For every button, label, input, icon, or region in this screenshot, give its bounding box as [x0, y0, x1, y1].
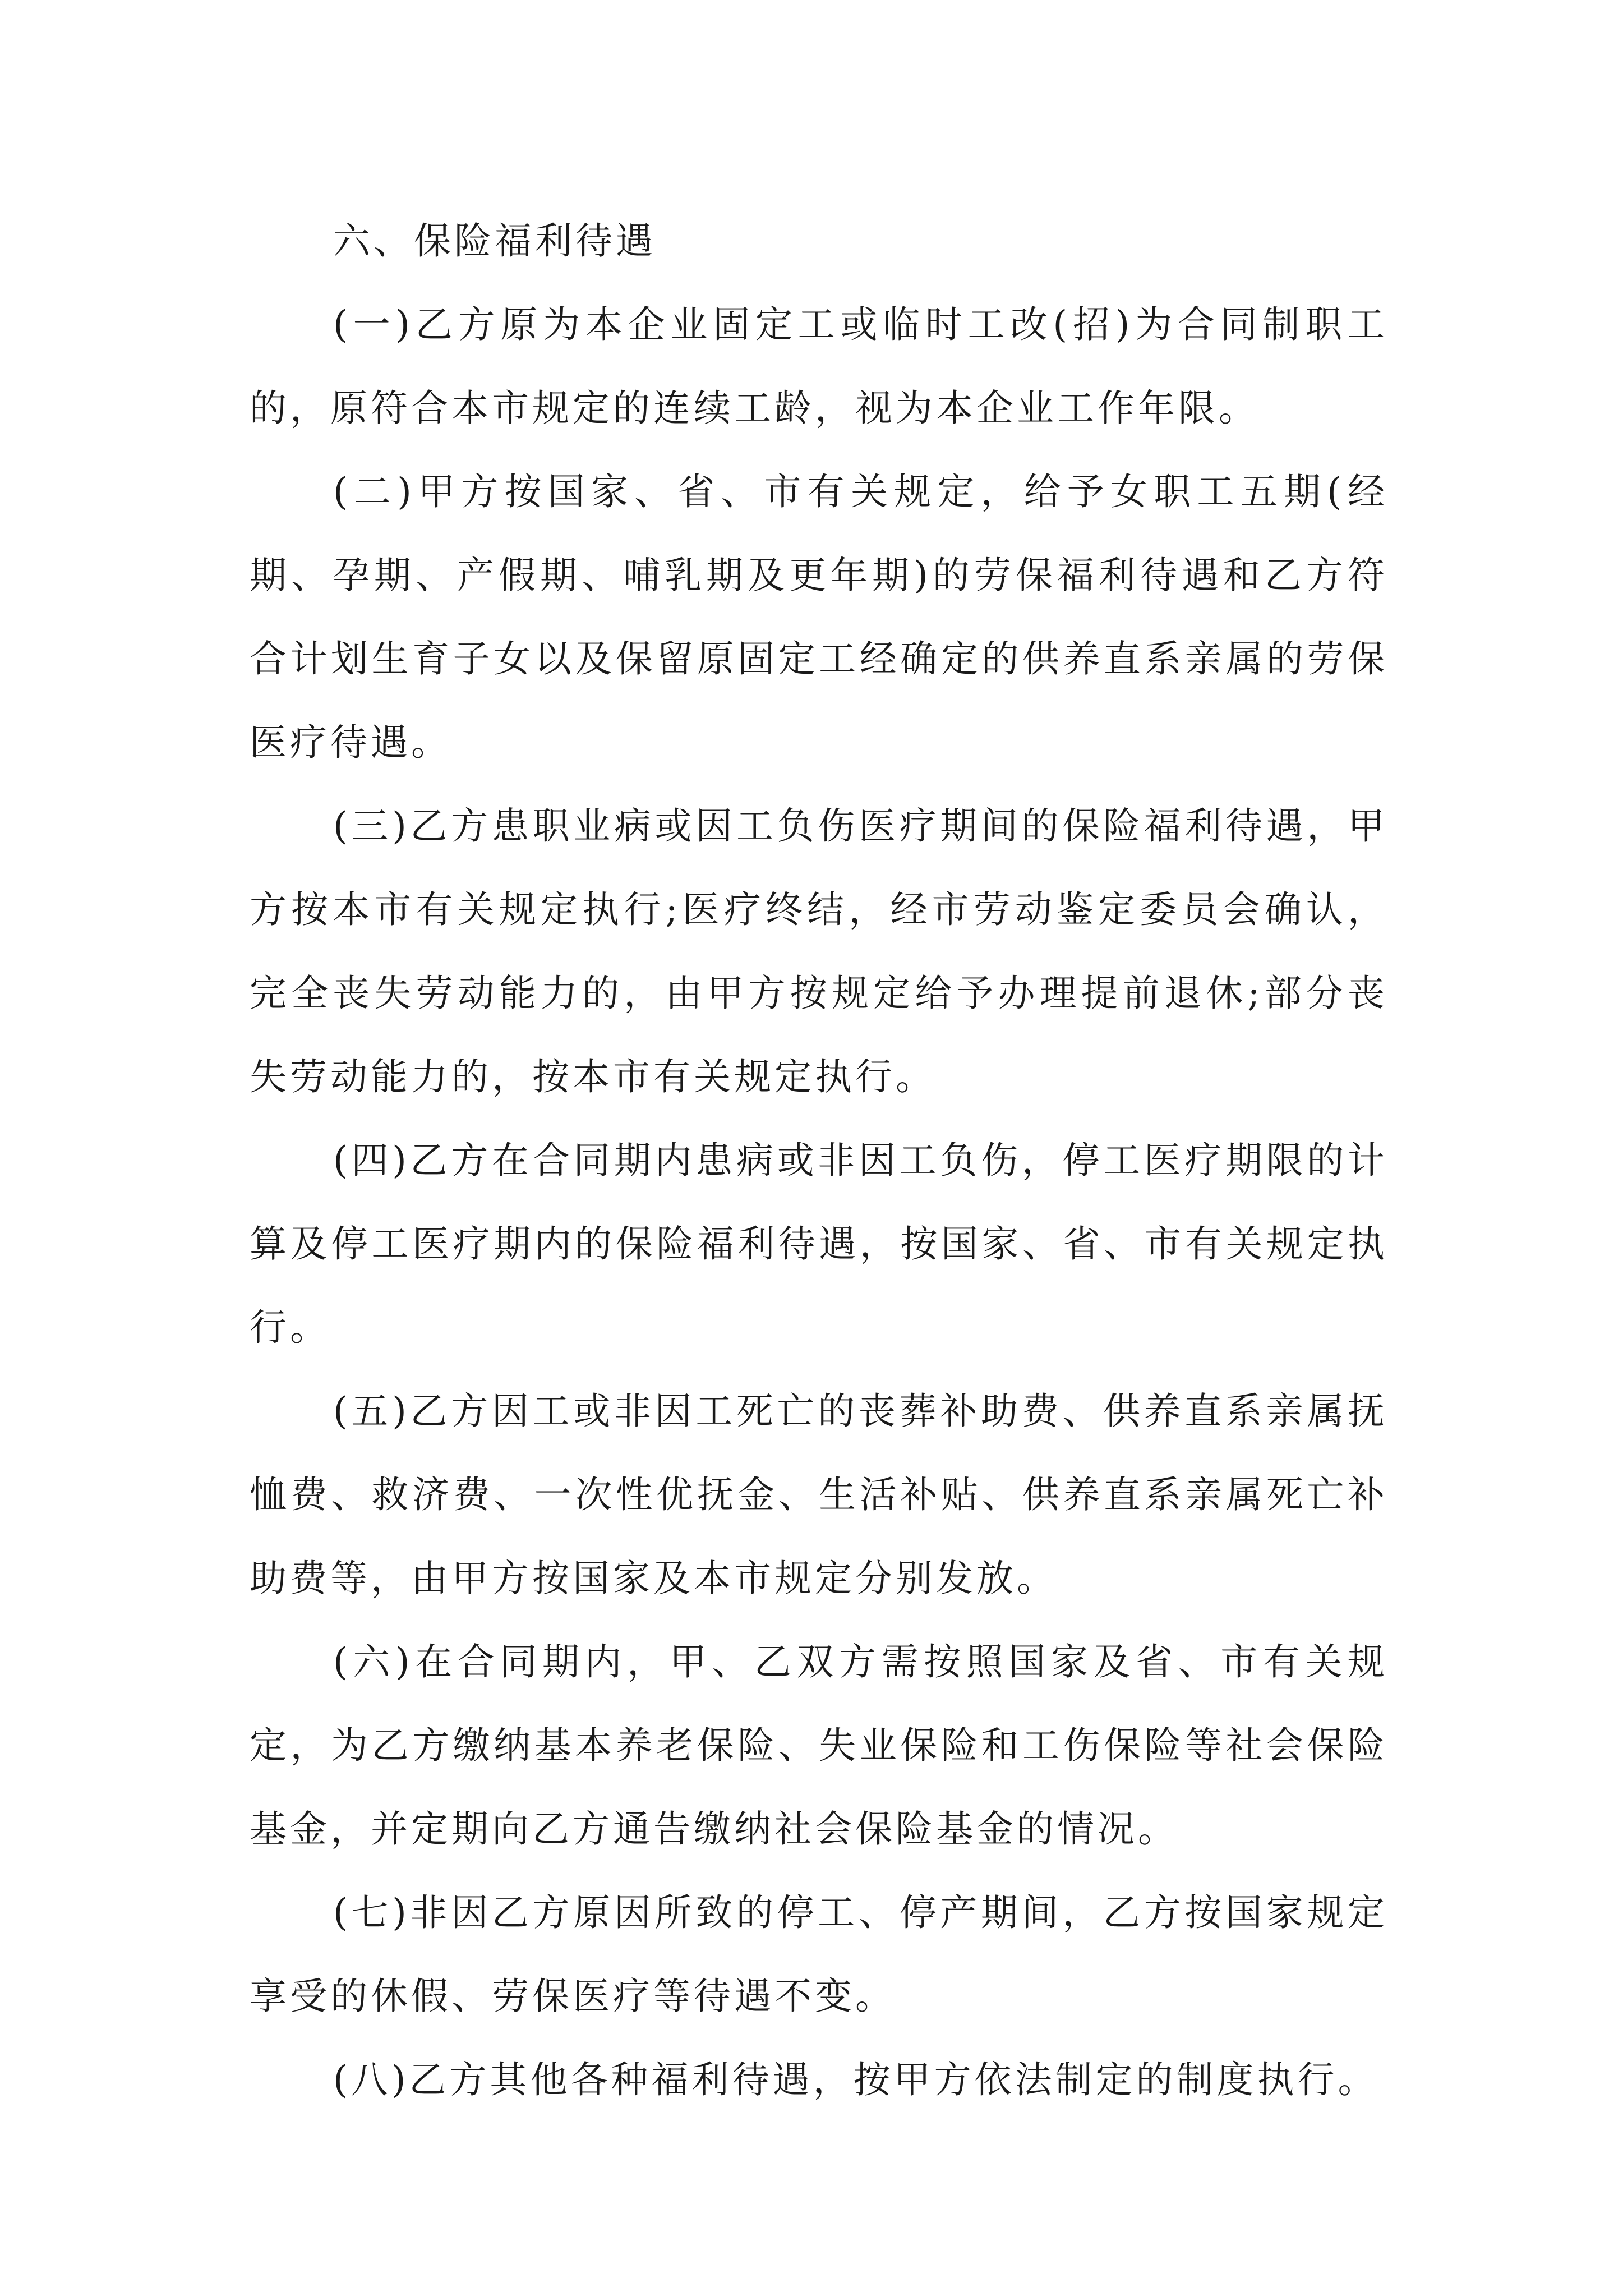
- paragraph-2: (二)甲方按国家、省、市有关规定，给予女职工五期(经期、孕期、产假期、哺乳期及更年期)的劳保福利待遇和乙方符合计划生育子女以及保留原固定工经确定的供养直系亲属的劳保医疗待遇。: [250, 470, 1388, 764]
- paragraph-8: (八)乙方其他各种福利待遇，按甲方依法制定的制度执行。: [333, 2058, 1378, 2101]
- paragraph-7: (七)非因乙方原因所致的停工、停产期间，乙方按国家规定享受的休假、劳保医疗等待遇不变。: [250, 1891, 1388, 2018]
- document-body: [250, 199, 1388, 2122]
- paragraph-4: (四)乙方在合同期内患病或非因工负伤，停工医疗期限的计算及停工医疗期内的保险福利待遇，按国家、省、市有关规定执行。: [250, 1139, 1388, 1349]
- section-heading: 六、保险福利待遇: [333, 219, 656, 263]
- paragraph-6: (六)在合同期内，甲、乙双方需按照国家及省、市有关规定，为乙方缴纳基本养老保险、失业保险和工伤保险等社会保险基金，并定期向乙方通告缴纳社会保险基金的情况。: [250, 1640, 1388, 1851]
- paragraph-1: (一)乙方原为本企业固定工或临时工改(招)为合同制职工的，原符合本市规定的连续工龄，视为本企业工作年限。: [250, 303, 1388, 430]
- paragraph-3: (三)乙方患职业病或因工负伤医疗期间的保险福利待遇，甲方按本市有关规定执行;医疗终结，经市劳动鉴定委员会确认，完全丧失劳动能力的，由甲方按规定给予办理提前退休;部分丧失劳动能力的，按本市有关规定执行。: [250, 804, 1388, 1098]
- paragraph-5: (五)乙方因工或非因工死亡的丧葬补助费、供养直系亲属抚恤费、救济费、一次性优抚金、生活补贴、供养直系亲属死亡补助费等，由甲方按国家及本市规定分别发放。: [250, 1389, 1388, 1600]
